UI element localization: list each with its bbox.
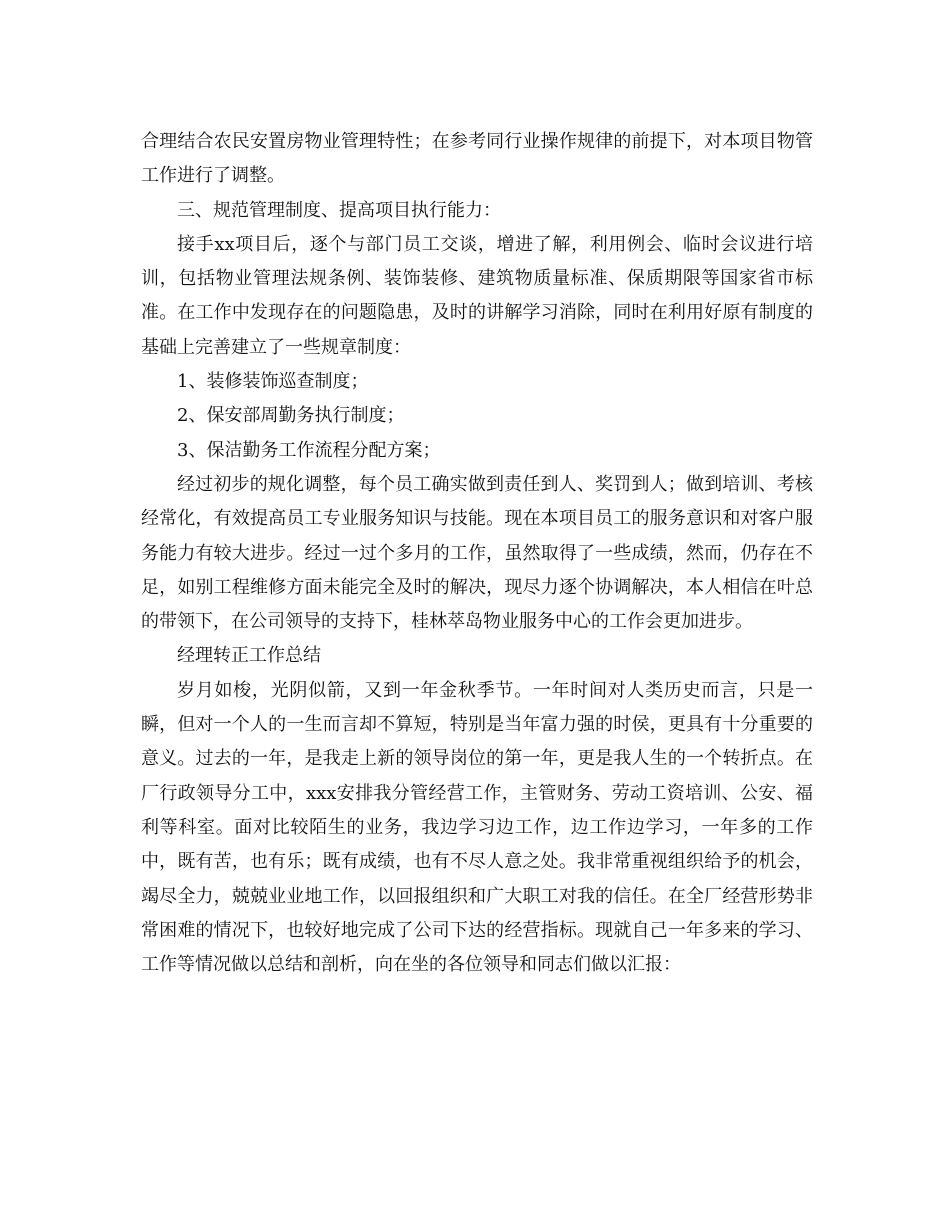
section-title: 经理转正工作总结 [177,645,321,667]
paragraph-1: 合理结合农民安置房物业管理特性；在参考同行业操作规律的前提下，对本项目物管工作进行了调整。 [141,131,813,187]
section-heading-3: 三、规范管理制度、提高项目执行能力： [177,199,501,221]
paragraph-4: 岁月如梭，光阴似箭，又到一年金秋季节。一年时间对人类历史而言，只是一瞬，但对一个人的一生而言却不算短，特别是当年富力强的时侯，更具有十分重要的意义。过去的一年，是我走上新的领导岗位的第一年，更是我人生的一个转折点。在厂行政领导分工中，xxx安排我分管经营工作，主管财务、劳动工资培训、公安、福利等科室。面对比较陌生的业务，我边学习边工作，边工作边学习，一年多的工作中，既有苦，也有乐；既有成绩，也有不尽人意之处。我非常重视组织给予的机会，竭尽全力，兢兢业业地工作，以回报组织和广大职工对我的信任。在全厂经营形势非常困难的情况下，也较好地完成了公司下达的经营指标。现就自己一年多来的学习、工作等情况做以总结和剖析，向在坐的各位领导和同志们做以汇报： [141,679,813,976]
document-body [141,125,813,982]
list-item-3: 3、保洁勤务工作流程分配方案； [177,439,441,461]
paragraph-3: 经过初步的规化调整，每个员工确实做到责任到人、奖罚到人；做到培训、考核经常化，有效提高员工专业服务知识与技能。现在本项目员工的服务意识和对客户服务能力有较大进步。经过一过个多月的工作，虽然取得了一些成绩，然而，仍存在不足，如别工程维修方面未能完全及时的解决，现尽力逐个协调解决，本人相信在叶总的带领下，在公司领导的支持下，桂林萃岛物业服务中心的工作会更加进步。 [141,473,813,633]
list-item-1: 1、装修装饰巡查制度； [177,371,369,393]
list-item-2: 2、保安部周勤务执行制度； [177,405,405,427]
paragraph-2: 接手xx项目后，逐个与部门员工交谈，增进了解，利用例会、临时会议进行培训，包括物业管理法规条例、装饰装修、建筑物质量标准、保质期限等国家省市标准。在工作中发现存在的问题隐患，及时的讲解学习消除，同时在利用好原有制度的基础上完善建立了一些规章制度： [141,233,813,358]
